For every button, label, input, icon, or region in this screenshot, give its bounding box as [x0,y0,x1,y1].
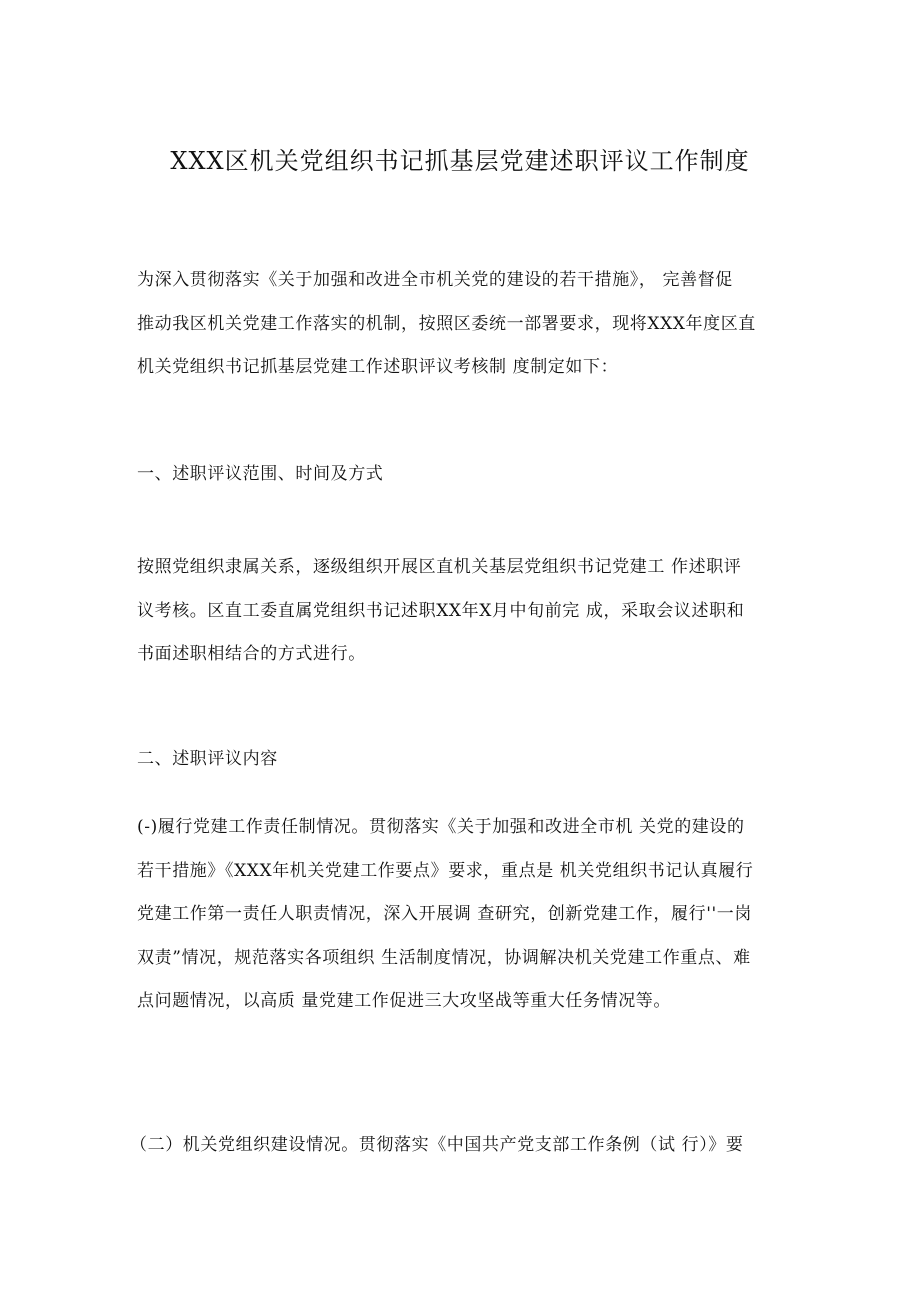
section2-item2-paragraph [130,1124,790,1168]
intro-paragraph [137,259,797,390]
paragraph-line: 双责”情况，规范落实各项组织 生活制度情况，协调解决机关党建工作重点、难 [137,947,751,968]
paragraph-line: 按照党组织隶属关系，逐级组织开展区直机关基层党组织书记党建工 作述职评 [137,557,742,577]
section-heading-1: 一、述职评议范围、时间及方式 [137,464,384,484]
section2-item1-paragraph [137,806,797,1024]
section-heading-2: 二、述职评议内容 [137,749,278,769]
paragraph-line: 点问题情况，以高质 量党建工作促进三大攻坚战等重大任务情况等。 [137,991,672,1011]
paragraph-line: 若干措施》《XXX年机关党建工作要点》要求，重点是 机关党组织书记认真履行 [137,860,754,881]
paragraph-line: (-)履行党建工作责任制情况。贯彻落实《关于加强和改进全市机 关党的建设的 [137,817,745,837]
paragraph-line: 机关党组织书记抓基层党建工作述职评议考核制 度制定如下： [137,357,619,377]
paragraph-line: （二）机关党组织建设情况。贯彻落实《中国共产党支部工作条例（试 行）》要 [130,1135,744,1155]
paragraph-line: 党建工作第一责任人职责情况，深入开展调 查研究，创新党建工作，履行''一岗 [137,904,752,924]
paragraph-line: 书面述职相结合的方式进行。 [137,644,366,664]
paragraph-line: 议考核。区直工委直属党组织书记述职XX年X月中旬前完 成，采取会议述职和 [137,600,745,621]
paragraph-line: 为深入贯彻落实《关于加强和改进全市机关党的建设的若干措施》， 完善督促 [137,270,733,290]
section1-paragraph [137,546,797,677]
paragraph-line: 推动我区机关党建工作落实的机制，按照区委统一部署要求，现将XXX年度区直 [137,313,756,334]
document-title: XXX区机关党组织书记抓基层党建述职评议工作制度 [170,147,750,175]
